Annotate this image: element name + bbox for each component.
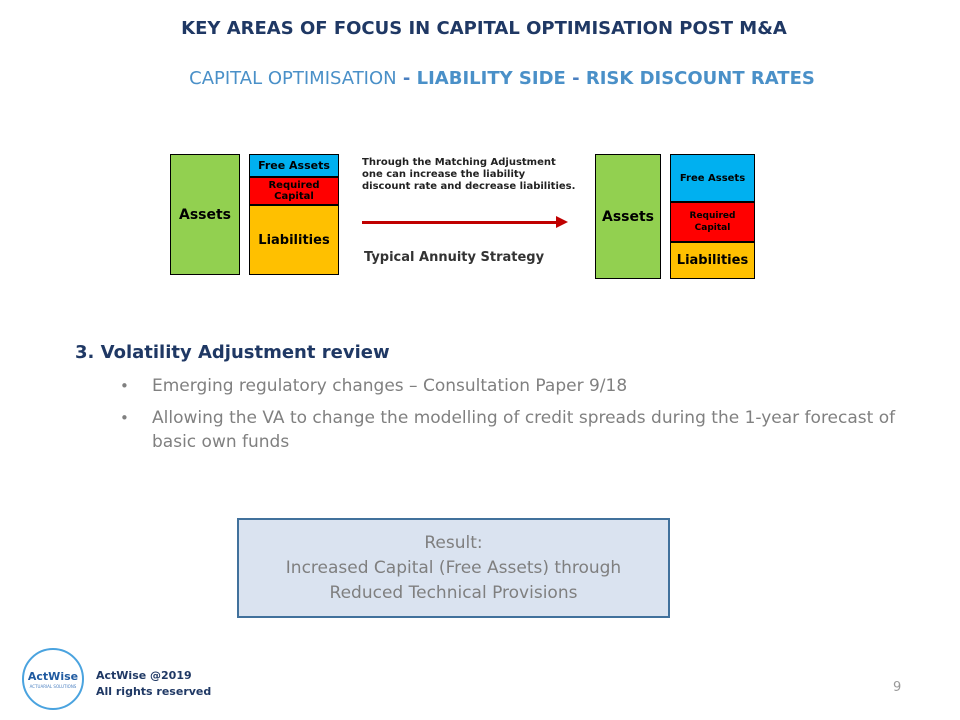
section-heading: 3. Volatility Adjustment review xyxy=(75,342,390,363)
left-liabilities-block xyxy=(249,205,339,275)
bullet-list xyxy=(120,374,940,462)
right-required-capital-label-2: Capital xyxy=(694,223,731,233)
subtitle-part-risk-discount-rates: RISK DISCOUNT RATES xyxy=(585,68,815,89)
right-free-assets-label: Free Assets xyxy=(679,172,746,184)
arrow-shaft xyxy=(362,221,558,224)
strategy-label: Typical Annuity Strategy xyxy=(364,250,545,265)
subtitle-part-capital-optimisation: CAPITAL OPTIMISATION xyxy=(189,68,397,89)
bullet-item xyxy=(120,406,940,454)
left-required-capital-label-2: Capital xyxy=(274,191,314,202)
subtitle-part-liability-side: LIABILITY SIDE xyxy=(416,68,566,89)
right-assets-block xyxy=(595,154,661,279)
right-required-capital-block xyxy=(670,202,755,242)
logo-tagline: ACTUARIAL SOLUTIONS xyxy=(29,683,77,689)
footer-copyright xyxy=(96,668,211,700)
slide-subtitle xyxy=(0,68,960,89)
page-number: 9 xyxy=(893,680,902,695)
arrow-right-icon xyxy=(556,216,568,228)
bullet-item xyxy=(120,374,940,398)
result-heading: Result: xyxy=(424,532,483,553)
result-box xyxy=(237,518,670,618)
right-required-capital-label-1: Required xyxy=(689,211,736,221)
left-liabilities-label: Liabilities xyxy=(258,232,330,248)
left-required-capital-label-1: Required xyxy=(268,180,320,191)
right-liabilities-label: Liabilities xyxy=(676,253,749,268)
bullet-icon: • xyxy=(120,409,129,427)
right-assets-label: Assets xyxy=(601,208,655,225)
copyright-text: ActWise @2019 xyxy=(96,669,192,682)
result-line: Increased Capital (Free Assets) through xyxy=(285,557,622,578)
bullet-icon: • xyxy=(120,377,129,395)
left-assets-block xyxy=(170,154,240,275)
bullet-text: Allowing the VA to change the modelling of credit spreads during the 1-year forecast of basic own funds xyxy=(152,408,896,452)
logo-name: ActWise xyxy=(27,669,79,683)
rights-text: All rights reserved xyxy=(96,685,212,698)
matching-adjustment-note: Through the Matching Adjustment one can increase the liability discount rate and decrease liabilities. xyxy=(362,157,576,192)
right-free-assets-block xyxy=(670,154,755,202)
actwise-logo xyxy=(22,648,84,710)
left-assets-label: Assets xyxy=(178,206,232,223)
result-line: Reduced Technical Provisions xyxy=(329,582,578,603)
subtitle-separator: - xyxy=(565,68,586,89)
subtitle-separator: - xyxy=(396,68,417,89)
left-free-assets-label: Free Assets xyxy=(258,159,330,172)
left-free-assets-block xyxy=(249,154,339,177)
slide-title: KEY AREAS OF FOCUS IN CAPITAL OPTIMISATION POST M&A xyxy=(181,18,787,39)
bullet-text: Emerging regulatory changes – Consultation Paper 9/18 xyxy=(152,376,628,396)
right-liabilities-block xyxy=(670,242,755,279)
left-required-capital-block xyxy=(249,177,339,205)
